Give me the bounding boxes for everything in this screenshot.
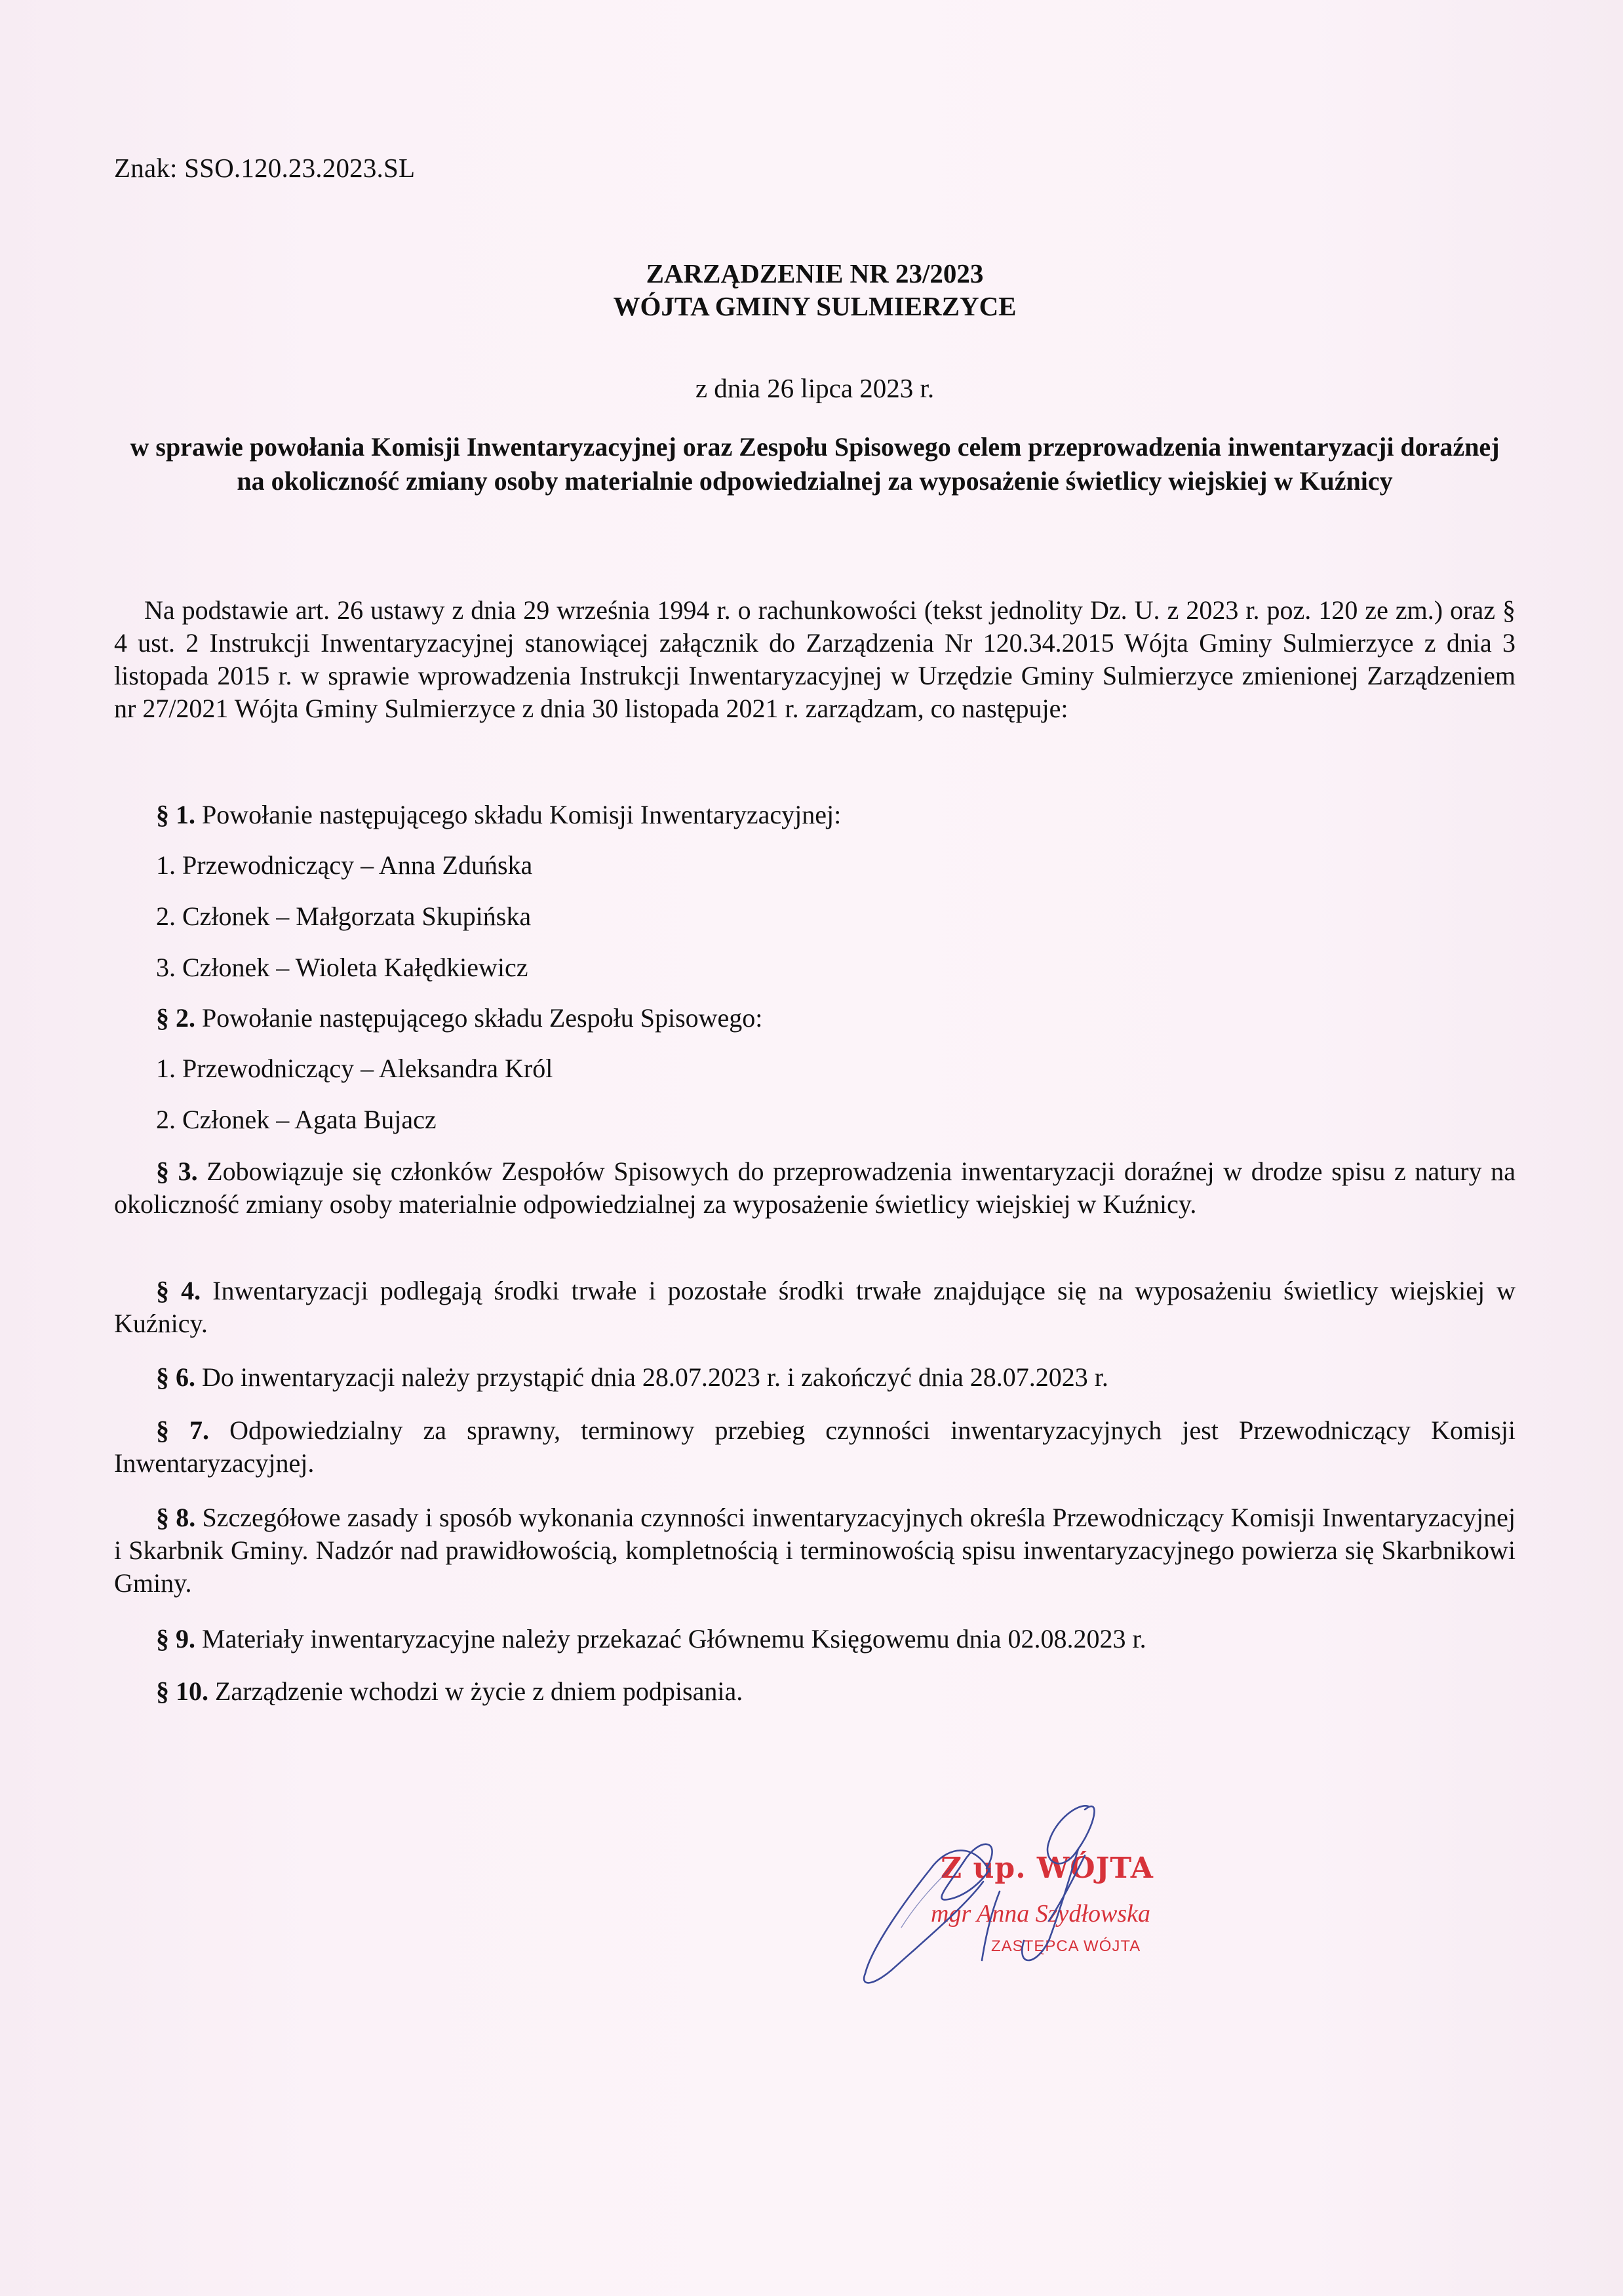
document-subject: w sprawie powołania Komisji Inwentaryzacyjnej oraz Zespołu Spisowego celem przeprowadzenia inwentaryzacji doraźnej na okoliczność zmiany osoby materialnie odpowiedzialnej za wyposażenie świetlicy wiejskiej w Kuźnicy (130, 432, 1500, 496)
section-10-text: Zarządzenie wchodzi w życie z dniem podpisania. (215, 1676, 743, 1706)
document-title (114, 257, 1515, 323)
section-6-text: Do inwentaryzacji należy przystąpić dnia 28.07.2023 r. i zakończyć dnia 28.07.2023 r. (202, 1362, 1108, 1392)
section-6-number: § 6. (156, 1362, 195, 1392)
section-3-text: Zobowiązuje się członków Zespołów Spisowych do przeprowadzenia inwentaryzacji doraźnej w drodze spisu z natury na okoliczność zmiany osoby materialnie odpowiedzialnej za wyposażenie świetlicy wiejskiej w Kuźnicy. (114, 1157, 1516, 1219)
section-10 (114, 1675, 1515, 1708)
preamble: Na podstawie art. 26 ustawy z dnia 29 września 1994 r. o rachunkowości (tekst jednolity Dz. U. z 2023 r. poz. 120 ze zm.) oraz § 4 ust. 2 Instrukcji Inwentaryzacyjnej stanowiącej załącznik do Zarządzenia Nr 120.34.2015 Wójta Gminy Sulmierzyce z dnia 3 listopada 2015 r. w sprawie wprowadzenia Instrukcji Inwentaryzacyjnej w Urzędzie Gminy Sulmierzyce zmienionej Zarządzeniem nr 27/2021 Wójta Gminy Sulmierzyce z dnia 30 listopada 2021 r. zarządzam, co następuje: (114, 595, 1515, 723)
section-6 (114, 1361, 1515, 1394)
stamp-name: mgr Anna Szydłowska (931, 1900, 1150, 1928)
section-1-number: § 1. (156, 800, 195, 829)
document-date: z dnia 26 lipca 2023 r. (695, 373, 935, 403)
commission-member-2: 2. Członek – Małgorzata Skupińska (156, 901, 532, 931)
section-7 (114, 1414, 1515, 1480)
section-2-number: § 2. (156, 1003, 195, 1033)
section-9-text: Materiały inwentaryzacyjne należy przekazać Głównemu Księgowemu dnia 02.08.2023 r. (202, 1624, 1146, 1653)
section-7-number: § 7. (156, 1415, 210, 1445)
section-8 (114, 1501, 1515, 1600)
team-member-1: 1. Przewodniczący – Aleksandra Król (156, 1054, 553, 1083)
section-2-text: Powołanie następującego składu Zespołu Spisowego: (202, 1003, 763, 1033)
section-9-number: § 9. (156, 1624, 195, 1653)
section-7-text: Odpowiedzialny za sprawny, terminowy przebieg czynności inwentaryzacyjnych jest Przewodniczący Komisji Inwentaryzacyjnej. (114, 1415, 1515, 1478)
section-1 (114, 799, 1515, 831)
stamp-position: ZASTĘPCA WÓJTA (991, 1937, 1141, 1955)
commission-member-3: 3. Członek – Wioleta Kałędkiewicz (156, 953, 528, 982)
section-9 (114, 1623, 1515, 1655)
section-4-number: § 4. (156, 1276, 201, 1305)
section-3-number: § 3. (156, 1157, 198, 1186)
section-10-number: § 10. (156, 1676, 208, 1706)
stamp-title: Z up. WÓJTA (941, 1851, 1154, 1885)
title-line-2: WÓJTA GMINY SULMIERZYCE (613, 291, 1017, 321)
section-8-text: Szczegółowe zasady i sposób wykonania czynności inwentaryzacyjnych określa Przewodniczący Komisji Inwentaryzacyjnej i Skarbnik Gminy. Nadzór nad prawidłowością, kompletnością i terminowością spisu inwentaryzacyjnego powierza się Skarbnikowi Gminy. (114, 1503, 1516, 1598)
section-4-text: Inwentaryzacji podlegają środki trwałe i pozostałe środki trwałe znajdujące się na wyposażeniu świetlicy wiejskiej w Kuźnicy. (114, 1276, 1516, 1338)
team-member-2: 2. Członek – Agata Bujacz (156, 1105, 437, 1134)
section-1-text: Powołanie następującego składu Komisji Inwentaryzacyjnej: (202, 800, 842, 829)
commission-member-1: 1. Przewodniczący – Anna Zduńska (156, 850, 533, 880)
handwritten-signature-icon (852, 1770, 1311, 2019)
section-2 (114, 1002, 1515, 1035)
title-line-1: ZARZĄDZENIE NR 23/2023 (646, 258, 984, 288)
section-8-number: § 8. (156, 1503, 196, 1532)
section-3 (114, 1155, 1515, 1221)
reference-number: Znak: SSO.120.23.2023.SL (114, 153, 416, 183)
section-4 (114, 1275, 1515, 1340)
